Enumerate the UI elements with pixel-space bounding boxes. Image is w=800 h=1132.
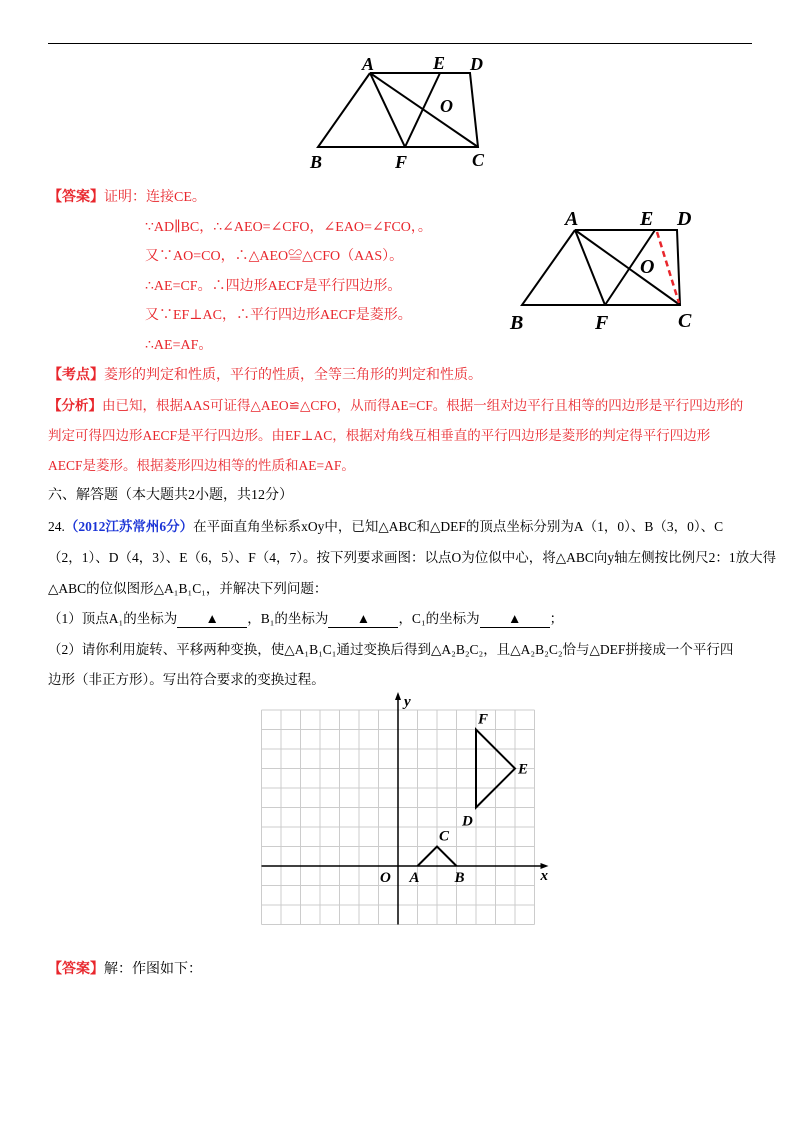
- label-O: O: [440, 96, 453, 116]
- label-D: D: [470, 54, 483, 74]
- answer-intro: 证明：连接CE。: [104, 190, 206, 205]
- dashed-ce: [657, 232, 679, 303]
- question-text: 在平面直角坐标系xOy中，已知△ABC和△DEF的顶点坐标分别为A（1，0）、B（3，0）、C: [193, 519, 724, 534]
- label-C: C: [439, 828, 450, 845]
- proof-line: ∴AE=CF。∴四边形AECF是平行四边形。: [145, 279, 402, 294]
- label-C: C: [678, 310, 692, 332]
- fenxi-line: 由已知，根据AAS可证得△AEO≌△CFO，从而得AE=CF。根据一组对边平行且相等的四边形是平行四边形的: [102, 398, 744, 413]
- section-heading: 六、解答题（本大题共2小题，共12分）: [48, 488, 293, 503]
- question-part2: 边形（非正方形）。写出符合要求的变换过程。: [48, 672, 325, 687]
- label-A: A: [565, 208, 579, 230]
- proof-line: 又∵AO=CO，∴△AEO≌△CFO（AAS）。: [145, 249, 404, 264]
- blank-b1[interactable]: ▲: [328, 611, 398, 628]
- label-F: F: [395, 152, 408, 172]
- part1-text: ；: [549, 611, 564, 626]
- answer2-text: 解：作图如下：: [104, 962, 202, 977]
- part1-text: （1）顶点A₁的坐标为: [48, 611, 178, 626]
- label-A: A: [409, 870, 420, 886]
- part1-text: ，C₁的坐标为: [398, 611, 480, 626]
- label-E: E: [518, 761, 529, 778]
- fenxi-tag: 【分析】: [48, 398, 102, 413]
- kaodian-text: 菱形的判定和性质，平行的性质，全等三角形的判定和性质。: [104, 368, 482, 383]
- label-D: D: [462, 813, 473, 830]
- label-B: B: [310, 152, 323, 172]
- y-arrow-icon: [395, 692, 401, 700]
- question-part1: [48, 607, 563, 628]
- question-text: （2，1）、D（4，3）、E（6，5）、F（4，7）。按下列要求画图：以点O为位似中心，将△ABC向y轴左侧按比例尺2：1放大得: [48, 550, 777, 565]
- fenxi-line: AECF是菱形。根据菱形四边相等的性质和AE=AF。: [48, 458, 355, 473]
- label-O: O: [640, 256, 655, 278]
- figure-trapezoid-2: [500, 205, 715, 335]
- proof-line: ∴AE=AF。: [145, 338, 213, 353]
- part1-text: ，B₁的坐标为: [247, 611, 329, 626]
- question-part2: （2）请你利用旋转、平移两种变换，使△A₁B₁C₁通过变换后得到△A₂B₂C₂，且△A₂B₂C₂恰与△DEF拼接成一个平行四: [48, 642, 734, 657]
- label-A: A: [362, 54, 375, 74]
- header-rule: [48, 43, 752, 44]
- blank-a1[interactable]: ▲: [177, 611, 247, 628]
- question-number: 24.: [48, 519, 65, 534]
- answer-tag: 【答案】: [48, 190, 104, 205]
- question-source: （2012江苏常州6分）: [64, 519, 194, 534]
- label-F: F: [595, 312, 609, 334]
- label-F: F: [478, 711, 489, 728]
- fenxi-line: 判定可得四边形AECF是平行四边形。由EF⊥AC，根据对角线互相垂直的平行四边形是菱形的判定得平行四边形: [48, 428, 711, 443]
- label-O: O: [380, 870, 391, 886]
- label-E: E: [640, 208, 654, 230]
- coordinate-grid: [250, 688, 560, 933]
- proof-line: 又∵EF⊥AC，∴平行四边形AECF是菱形。: [145, 308, 412, 323]
- label-B: B: [454, 870, 465, 886]
- label-B: B: [510, 312, 524, 334]
- answer2-tag: 【答案】: [48, 962, 104, 977]
- label-E: E: [433, 53, 446, 73]
- blank-c1[interactable]: ▲: [480, 611, 550, 628]
- figure-trapezoid-1: [300, 50, 500, 175]
- label-y: y: [404, 694, 411, 710]
- kaodian-tag: 【考点】: [48, 368, 104, 383]
- label-D: D: [677, 208, 692, 230]
- label-C: C: [472, 150, 485, 170]
- proof-line: ∵AD∥BC，∴∠AEO=∠CFO，∠EAO=∠FCO，。: [145, 220, 432, 235]
- question-text: △ABC的位似图形△A₁B₁C₁，并解决下列问题：: [48, 581, 328, 596]
- label-x: x: [540, 868, 548, 884]
